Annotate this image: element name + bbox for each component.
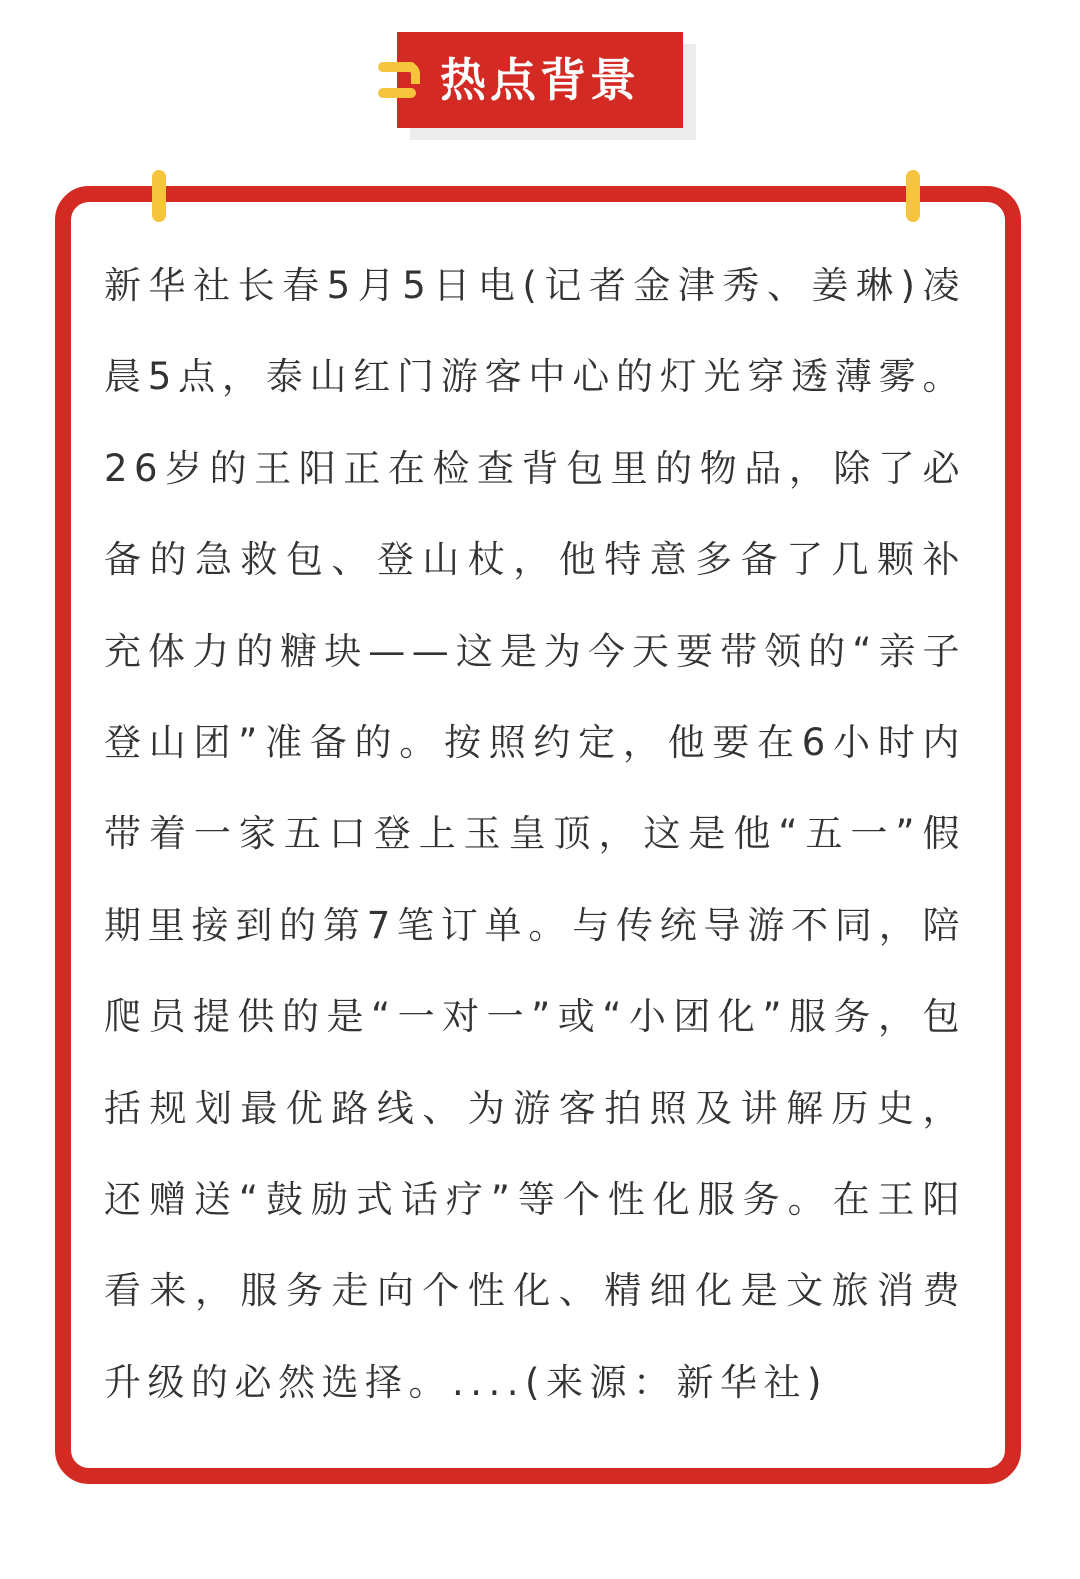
binder-clip-left bbox=[152, 170, 166, 222]
section-title: 热点背景 bbox=[440, 53, 640, 107]
binder-clip-right bbox=[906, 170, 920, 222]
quote-mark-hook bbox=[408, 62, 420, 84]
article-body: 新华社长春5月5日电(记者金津秀、姜琳)凌晨5点，泰山红门游客中心的灯光穿透薄雾。26岁的王阳正在检查背包里的物品，除了必备的急救包、登山杖，他特意多备了几颗补充体力的糖块——这是为今天要带领的“亲子登山团”准备的。按照约定，他要在6小时内带着一家五口登上玉皇顶，这是他“五一”假期里接到的第7笔订单。与传统导游不同，陪爬员提供的是“一对一”或“小团化”服务，包括规划最优路线、为游客拍照及讲解历史，还赠送“鼓励式话疗”等个性化服务。在王阳看来，服务走向个性化、精细化是文旅消费升级的必然选择。....(来源：新华社) bbox=[104, 264, 966, 1404]
quote-mark-bar-bottom bbox=[378, 88, 416, 98]
quote-mark-icon bbox=[378, 60, 422, 100]
